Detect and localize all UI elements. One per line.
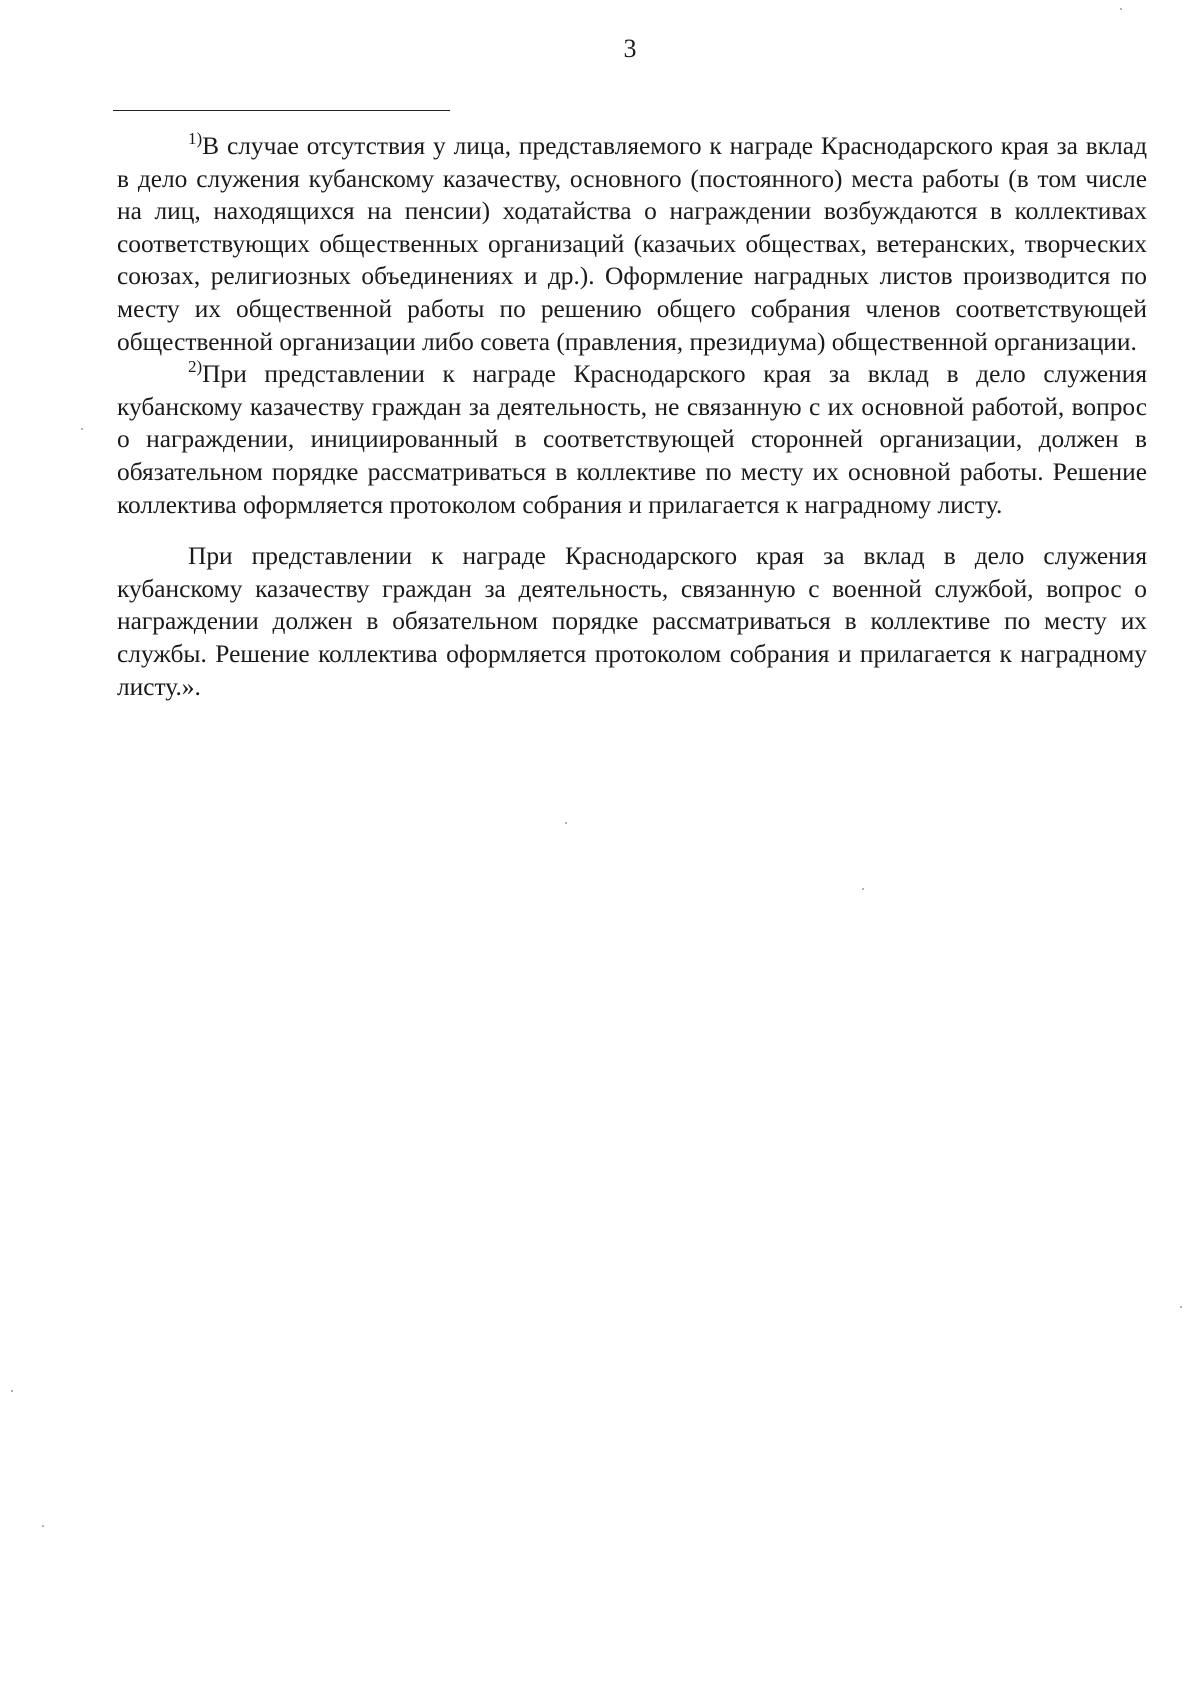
scan-speck [862, 888, 864, 890]
document-body [117, 130, 1147, 703]
scan-speck [42, 1525, 44, 1527]
footnote-paragraph-2 [117, 358, 1147, 521]
footnote-paragraph-1 [117, 130, 1147, 358]
footnote-marker-2: 2) [188, 357, 203, 377]
footnote-marker-1: 1) [188, 129, 203, 148]
scan-speck [1180, 1306, 1182, 1308]
scan-speck [11, 1390, 13, 1392]
footnote-separator-rule [113, 110, 450, 111]
scan-speck [1120, 8, 1122, 10]
page-number: 3 [623, 34, 637, 63]
footnote-text-1: В случае отсутствия у лица, представляемого к награде Краснодарского края за вклад в дело служения кубанскому казачеству, основного (постоянного) места работы (в том числе на лиц, находящихся на пенсии) ходатайства о награждении возбуждаются в коллективах соответствующих общественных организаций (казачьих обществах, ветеранских, творческих союзах, религиозных объединениях и др.). Оформление наградных листов производится по месту их общественной работы по решению общего собрания членов соответствующей общественной организации либо совета (правления, президиума) общественной организации. [117, 132, 1147, 356]
body-paragraph-3 [117, 540, 1147, 703]
scan-speck [565, 822, 567, 824]
paragraph-text-3: При представлении к награде Краснодарского края за вклад в дело служения кубанскому казачеству граждан за деятельность, связанную с военной службой, вопрос о награждении должен в обязательном порядке рассматриваться в коллективе по месту их службы. Решение коллектива оформляется протоколом собрания и прилагается к наградному листу.». [117, 542, 1147, 701]
scan-speck [81, 428, 83, 430]
footnote-text-2: При представлении к награде Краснодарского края за вклад в дело служения кубанскому казачеству граждан за деятельность, не связанную с их основной работой, вопрос о награждении, инициированный в соответствующей сторонней организации, должен в обязательном порядке рассматриваться в коллективе по месту их основной работы. Решение коллектива оформляется протоколом собрания и прилагается к наградному листу. [117, 360, 1147, 519]
